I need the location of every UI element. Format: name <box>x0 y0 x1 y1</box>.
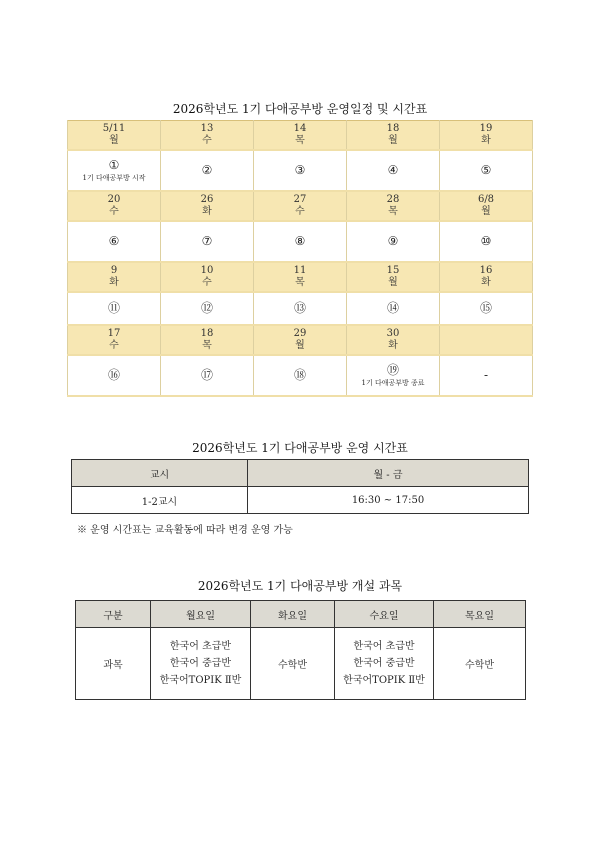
calendar-date-cell <box>68 191 161 221</box>
session-cell <box>68 221 161 262</box>
weekday-label: 수 <box>295 206 305 217</box>
calendar-date-cell <box>161 325 254 355</box>
weekday-label: 수 <box>202 135 212 146</box>
date-label: 9 <box>110 265 118 276</box>
session-cell <box>68 355 161 396</box>
date-label: 26 <box>200 194 214 205</box>
tuesday-courses: 수학반 <box>251 628 335 700</box>
wednesday-courses <box>335 628 434 700</box>
session-number: ⑧ <box>294 234 306 248</box>
session-number: ① <box>108 158 120 172</box>
monday-courses <box>151 628 251 700</box>
weekday-label: 수 <box>109 340 119 351</box>
calendar-date-cell <box>347 262 440 292</box>
calendar-date-cell <box>254 262 347 292</box>
calendar-date-row <box>68 262 533 292</box>
calendar-date-cell <box>68 262 161 292</box>
session-cell <box>440 150 533 191</box>
calendar-date-row <box>68 191 533 221</box>
calendar-date-cell <box>347 325 440 355</box>
weekday-label: 월 <box>388 135 398 146</box>
weekday-label: 화 <box>481 135 491 146</box>
date-label: 20 <box>107 194 121 205</box>
timetable-title: 2026학년도 1기 다애공부방 운영 시간표 <box>192 441 408 455</box>
session-number: ⑨ <box>387 234 399 248</box>
header-monday: 월요일 <box>151 601 251 628</box>
date-label: 11 <box>293 265 307 276</box>
session-cell <box>161 221 254 262</box>
period-value: 1-2교시 <box>72 487 248 514</box>
weekday-label: 월 <box>109 135 119 146</box>
calendar-date-cell <box>440 262 533 292</box>
session-number: ⑮ <box>479 301 492 315</box>
calendar-date-cell <box>440 191 533 221</box>
session-cell <box>254 292 347 325</box>
session-cell <box>440 355 533 396</box>
header-tuesday: 화요일 <box>251 601 335 628</box>
course: 한국어 중급반 <box>169 658 232 669</box>
calendar-session-row <box>68 150 533 191</box>
session-cell <box>254 221 347 262</box>
calendar-date-cell <box>68 325 161 355</box>
schedule-calendar <box>67 120 533 397</box>
date-label: 13 <box>200 123 214 134</box>
session-cell <box>254 355 347 396</box>
date-label: 18 <box>386 123 400 134</box>
header-category: 구분 <box>76 601 151 628</box>
calendar-date-cell <box>68 121 161 151</box>
time-value: 16:30 ~ 17:50 <box>248 487 529 514</box>
session-cell <box>161 150 254 191</box>
date-label: 18 <box>200 328 214 339</box>
session-number: ⑤ <box>480 163 492 177</box>
session-number: ⑬ <box>293 301 306 315</box>
session-cell <box>347 150 440 191</box>
weekday-label: 수 <box>202 277 212 288</box>
calendar-date-cell <box>254 121 347 151</box>
date-label: 30 <box>386 328 400 339</box>
session-number: ③ <box>294 163 306 177</box>
thursday-courses: 수학반 <box>434 628 526 700</box>
calendar-date-cell <box>161 121 254 151</box>
session-cell <box>347 292 440 325</box>
session-number: - <box>483 368 489 382</box>
weekday-label: 화 <box>109 277 119 288</box>
session-cell <box>68 292 161 325</box>
subjects-table <box>75 600 526 700</box>
calendar-session-row <box>68 221 533 262</box>
session-cell <box>347 221 440 262</box>
session-number: ② <box>201 163 213 177</box>
weekday-label: 월 <box>388 277 398 288</box>
date-label: 29 <box>293 328 307 339</box>
session-cell <box>254 150 347 191</box>
subjects-title: 2026학년도 1기 다애공부방 개설 과목 <box>197 579 403 593</box>
date-label: 28 <box>386 194 400 205</box>
session-note: 1기 다애공부방 시작 <box>82 174 146 182</box>
session-cell <box>440 221 533 262</box>
calendar-date-cell <box>440 325 533 355</box>
weekday-label: 목 <box>202 340 212 351</box>
calendar-date-row <box>68 325 533 355</box>
calendar-date-cell <box>347 191 440 221</box>
operating-timetable <box>71 459 529 514</box>
session-cell <box>161 292 254 325</box>
weekday-label: 목 <box>295 135 305 146</box>
weekday-label: 월 <box>481 206 491 217</box>
weekday-label: 화 <box>202 206 212 217</box>
calendar-date-cell <box>440 121 533 151</box>
course: 한국어TOPIK Ⅱ반 <box>343 675 425 686</box>
date-label: 16 <box>479 265 493 276</box>
course: 한국어TOPIK Ⅱ반 <box>159 675 242 686</box>
weekday-label: 화 <box>388 340 398 351</box>
date-label: 27 <box>293 194 307 205</box>
session-number: ⑥ <box>108 234 120 248</box>
weekday-label: 월 <box>295 340 305 351</box>
date-label: 5/11 <box>102 123 126 134</box>
row-label: 과목 <box>76 628 151 700</box>
calendar-date-cell <box>161 262 254 292</box>
date-label: 15 <box>386 265 400 276</box>
session-cell <box>347 355 440 396</box>
course: 한국어 초급반 <box>353 641 415 652</box>
course: 한국어 중급반 <box>353 658 415 669</box>
weekday-label: 수 <box>109 206 119 217</box>
session-number: ⑰ <box>200 368 213 382</box>
date-label: 10 <box>200 265 214 276</box>
session-number: ⑫ <box>200 301 213 315</box>
weekday-label: 목 <box>295 277 305 288</box>
calendar-session-row <box>68 292 533 325</box>
header-wednesday: 수요일 <box>335 601 434 628</box>
calendar-title: 2026학년도 1기 다애공부방 운영일정 및 시간표 <box>172 102 428 116</box>
session-number: ⑯ <box>107 368 120 382</box>
calendar-date-cell <box>254 325 347 355</box>
session-cell <box>161 355 254 396</box>
header-days: 월 - 금 <box>248 460 529 487</box>
session-number: ④ <box>387 163 399 177</box>
session-number: ⑱ <box>293 368 306 382</box>
session-number: ⑭ <box>386 301 399 315</box>
calendar-date-cell <box>161 191 254 221</box>
calendar-date-cell <box>254 191 347 221</box>
calendar-date-cell <box>347 121 440 151</box>
header-thursday: 목요일 <box>434 601 526 628</box>
session-number: ⑦ <box>201 234 213 248</box>
date-label: 19 <box>479 123 493 134</box>
session-cell <box>68 150 161 191</box>
course: 한국어 초급반 <box>169 641 232 652</box>
session-cell <box>440 292 533 325</box>
session-number: ⑩ <box>480 234 492 248</box>
weekday-label: 화 <box>481 277 491 288</box>
header-period: 교시 <box>72 460 248 487</box>
session-number: ⑪ <box>107 301 120 315</box>
date-label: 17 <box>107 328 121 339</box>
weekday-label: 목 <box>388 206 398 217</box>
timetable-notice: ※ 운영 시간표는 교육활동에 따라 변경 운영 가능 <box>77 525 293 536</box>
date-label: 14 <box>293 123 307 134</box>
session-number: ⑲ <box>386 363 399 377</box>
calendar-date-row <box>68 121 533 151</box>
date-label: 6/8 <box>477 194 495 205</box>
session-note: 1기 다애공부방 종료 <box>361 379 425 387</box>
calendar-session-row <box>68 355 533 396</box>
